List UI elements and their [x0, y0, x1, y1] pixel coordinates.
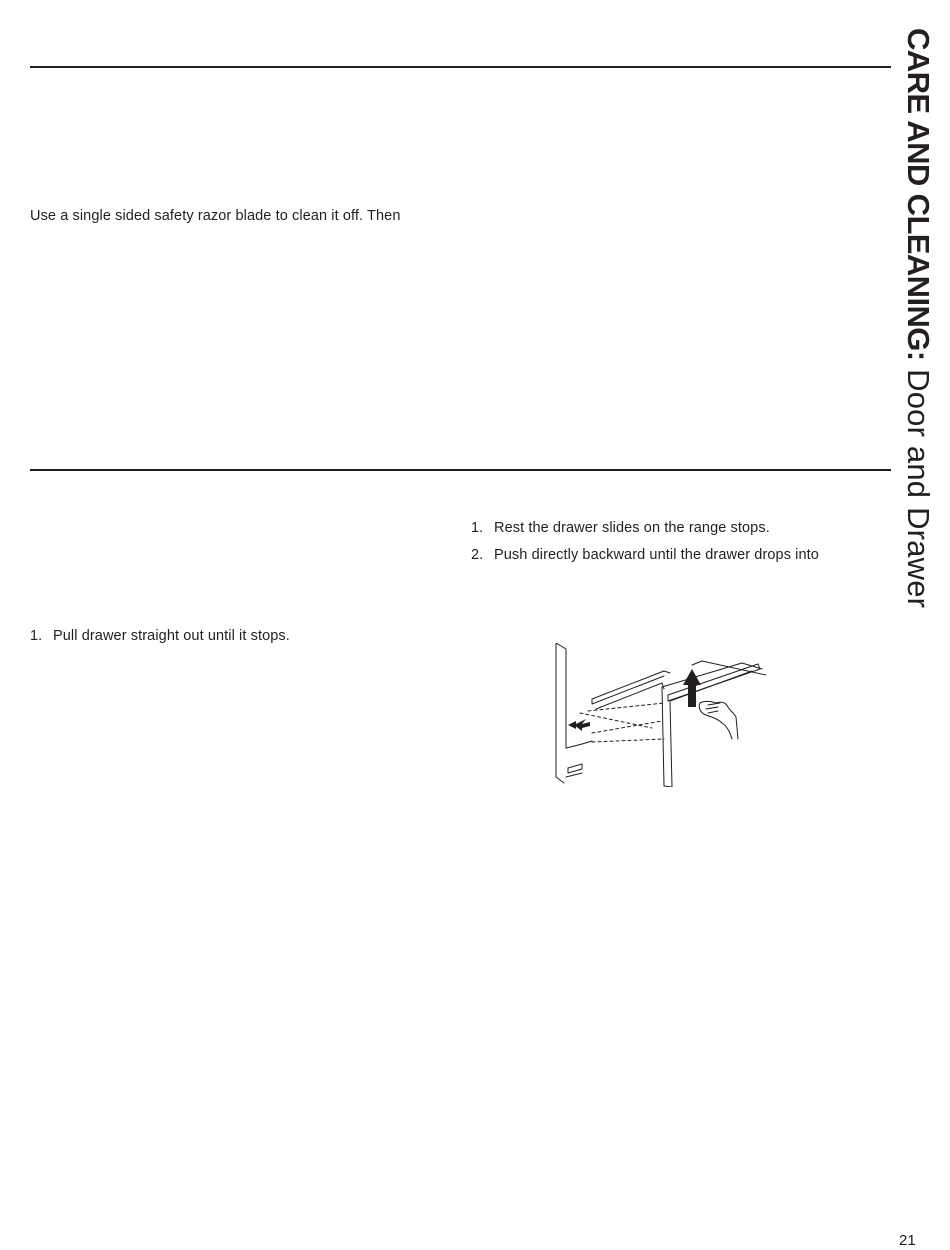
- replace-step-2-number: 2.: [471, 547, 484, 563]
- replace-step-2: [471, 546, 819, 564]
- side-section-title: [901, 28, 935, 608]
- side-title-bold: CARE AND CLEANING:: [901, 28, 936, 361]
- removal-step-1-text: Pull drawer straight out until it stops.: [53, 628, 290, 644]
- replace-step-1-text: Rest the drawer slides on the range stops.: [494, 520, 770, 536]
- side-title-light: Door and Drawer: [901, 369, 936, 609]
- drawer-replacement-illustration: [552, 643, 766, 787]
- replace-step-1: [471, 519, 770, 537]
- replace-step-2-text: Push directly backward until the drawer drops into: [494, 547, 819, 563]
- replace-step-1-number: 1.: [471, 520, 484, 536]
- razor-blade-instruction: Use a single sided safety razor blade to clean it off. Then: [30, 208, 401, 224]
- removal-step-1-number: 1.: [30, 628, 43, 644]
- removal-step-1: [30, 627, 290, 645]
- page-number: 21: [899, 1232, 916, 1249]
- section-divider-middle: [30, 469, 891, 471]
- section-divider-top: [30, 66, 891, 68]
